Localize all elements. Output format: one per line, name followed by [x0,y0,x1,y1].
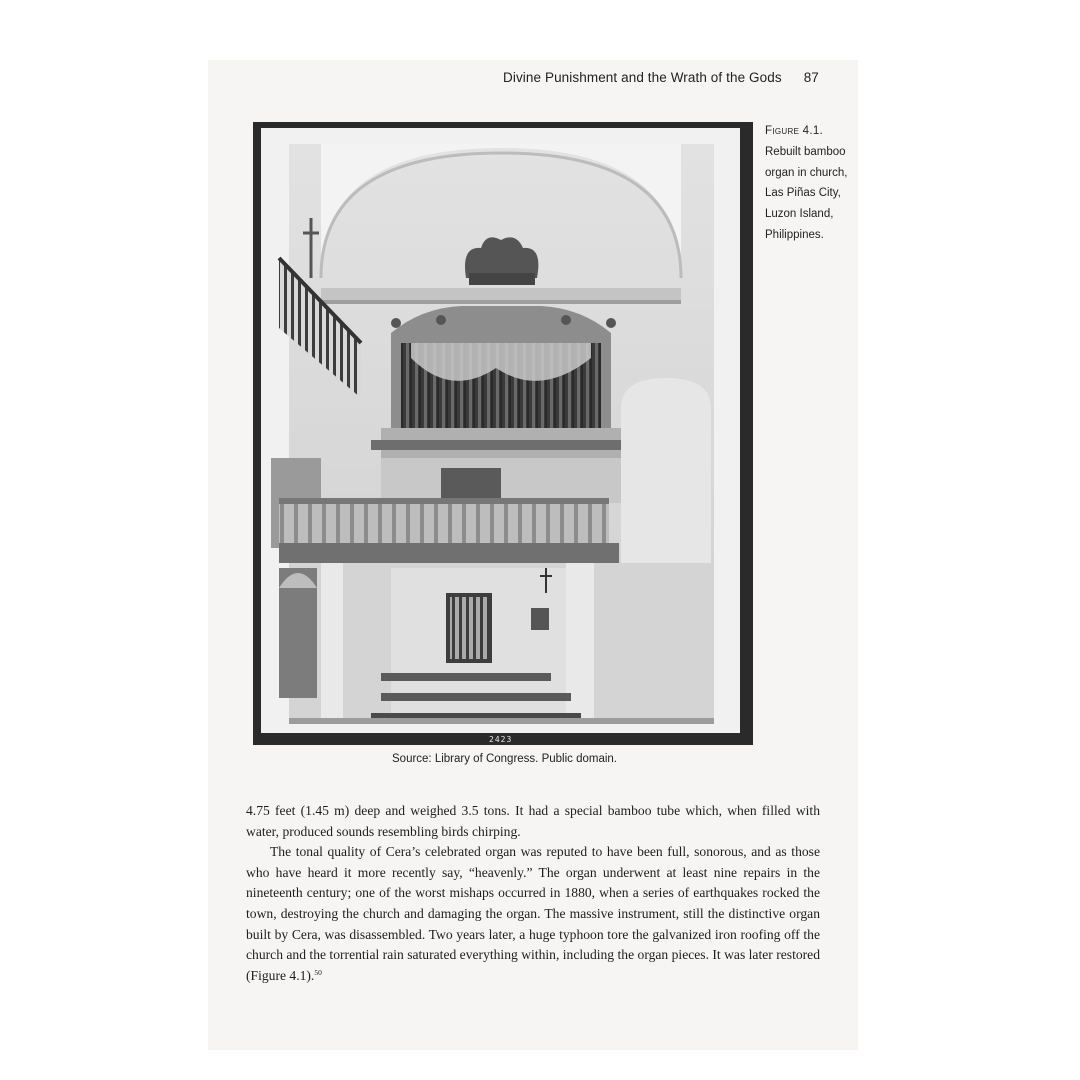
figure-source: Source: Library of Congress. Public domain. [392,753,617,765]
running-head [503,70,819,85]
page-number: 87 [803,70,819,85]
photo-negative-number: 2423 [489,735,513,744]
paragraph-1: 4.75 feet (1.45 m) deep and weighed 3.5 tons. It had a special bamboo tube which, when filled with water, produced sounds resembling birds chirping. [246,803,820,839]
footnote-reference[interactable]: 50 [314,967,322,977]
figure-caption [765,121,865,246]
body-text [246,801,820,986]
organ-photo-illustration [261,128,740,733]
figure-caption-text: Rebuilt bamboo organ in church, Las Piñas City, Luzon Island, Philippines. [765,145,848,241]
figure-photo [253,122,753,745]
paragraph-2-text: The tonal quality of Cera’s celebrated organ was reputed to have been full, sonorous, and as those who have heard it more recently say, “heavenly.” The organ underwent at least nine repairs in the nineteenth century; one of the worst mishaps occurred in 1880, when a series of earthquakes rocked the town, destroying the church and damaging the organ. The massive instrument, still the distinctive organ built by Cera, was disassembled. Two years later, a huge typhoon tore the galvanized iron roofing off the church and the torrential rain saturated everything within, including the organ pieces. It was later restored (Figure 4.1). [246,844,820,983]
running-head-title: Divine Punishment and the Wrath of the Gods [503,70,782,85]
figure-label: Figure 4.1. [765,125,824,137]
photo-image [261,128,740,744]
paragraph-2 [246,842,820,986]
